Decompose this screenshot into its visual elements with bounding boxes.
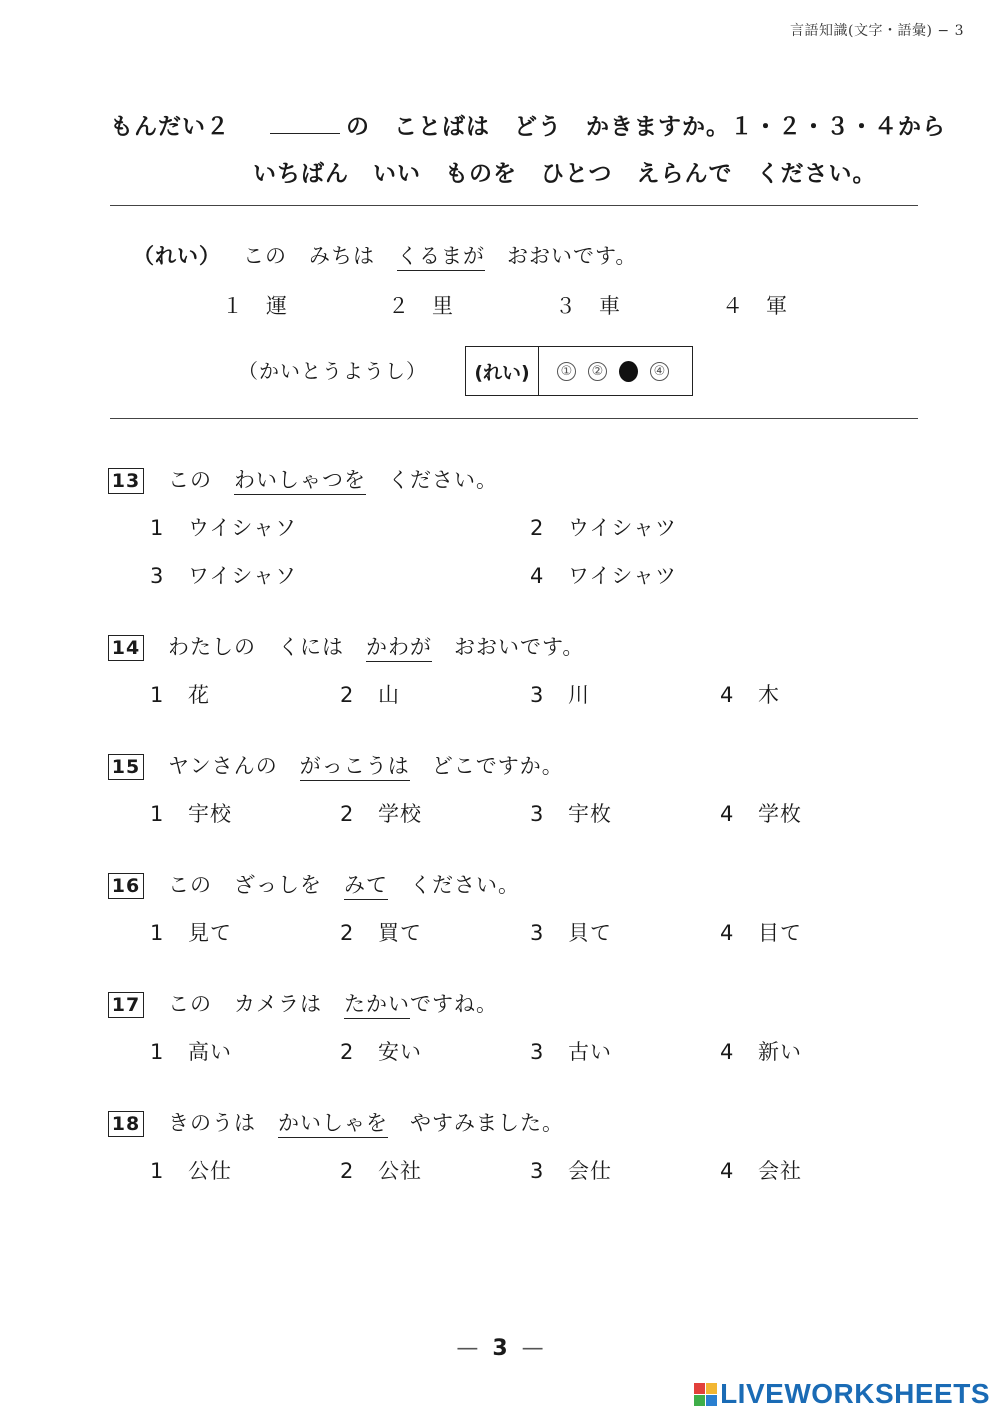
question-14 [108,631,584,661]
q17-option-4[interactable]: 4 新い [720,1040,802,1064]
question-number: 15 [108,754,144,780]
logo-icon [694,1383,717,1406]
example-pre: この みちは [243,244,397,268]
q13-option-3[interactable]: 3 ワイシャソ [150,564,297,588]
blank-line [270,113,340,134]
question-number: 16 [108,873,144,899]
q15-option-3[interactable]: 3 宇枚 [530,802,612,826]
question-number: 13 [108,468,144,494]
q14-option-2[interactable]: 2 山 [340,683,400,707]
answer-box-label: (れい) [466,347,539,395]
example-option-4: ４ 軍 [722,294,788,318]
question-13 [108,464,498,494]
example-option-2: ２ 里 [388,294,454,318]
instruction-text-1: の ことばは どう かきますか。１・２・３・４から [346,114,947,140]
q17-option-3[interactable]: 3 古い [530,1040,612,1064]
question-15 [108,750,564,780]
answer-sheet-box [465,346,693,396]
mondai-label: もんだい２ [110,114,230,140]
q18-option-2[interactable]: 2 公社 [340,1159,422,1183]
page-header: 言語知識(文字・語彙) − 3 [790,23,964,39]
question-text-pre: ヤンさんの [168,754,300,778]
question-text-pre: この [168,468,234,492]
q17-option-2[interactable]: 2 安い [340,1040,422,1064]
q14-option-1[interactable]: 1 花 [150,683,210,707]
answer-marks [539,361,692,382]
q17-option-1[interactable]: 1 高い [150,1040,232,1064]
question-text-post: おおいです。 [432,635,585,659]
question-underlined: わいしゃつを [234,468,366,495]
q13-option-2[interactable]: 2 ウイシャツ [530,516,677,540]
question-underlined: みて [344,873,388,900]
question-text-post: どこですか。 [409,754,564,778]
divider-bottom [110,418,918,419]
example-post: おおいです。 [485,244,638,268]
q18-option-3[interactable]: 3 会仕 [530,1159,612,1183]
q14-option-4[interactable]: 4 木 [720,683,780,707]
divider-top [110,205,918,206]
question-text-pre: わたしの くには [168,635,366,659]
question-underlined: がっこうは [300,754,410,781]
q16-option-2[interactable]: 2 買て [340,921,422,945]
question-number: 14 [108,635,144,661]
q15-option-2[interactable]: 2 学校 [340,802,422,826]
example-label: （れい） [133,244,221,268]
question-text-post: ください。 [366,468,498,492]
mark-4: ④ [650,362,669,381]
mark-2: ② [588,362,607,381]
liveworksheets-logo [694,1378,990,1410]
question-text-pre: この ざっしを [168,873,344,897]
question-text-post: やすみました。 [388,1111,564,1135]
instruction-line-1 [110,108,946,141]
question-text-post: ください。 [388,873,520,897]
question-number: 18 [108,1111,144,1137]
q13-option-1[interactable]: 1 ウイシャソ [150,516,297,540]
q18-option-1[interactable]: 1 公仕 [150,1159,232,1183]
instruction-line-2: いちばん いい ものを ひとつ えらんで ください。 [253,161,877,187]
question-text-pre: きのうは [168,1111,278,1135]
question-16 [108,869,520,899]
q16-option-1[interactable]: 1 見て [150,921,232,945]
q14-option-3[interactable]: 3 川 [530,683,590,707]
question-17 [108,988,498,1018]
mark-1: ① [557,362,576,381]
q16-option-4[interactable]: 4 目て [720,921,802,945]
example-option-3: ３ 車 [555,294,621,318]
question-18 [108,1107,564,1137]
example-option-1: １ 運 [222,294,288,318]
q15-option-4[interactable]: 4 学枚 [720,802,802,826]
answer-sheet-label: （かいとうようし） [238,359,427,383]
q18-option-4[interactable]: 4 会社 [720,1159,802,1183]
question-underlined: かわが [366,635,432,662]
page-number-value: 3 [492,1336,508,1361]
example-underlined: くるまが [397,244,485,271]
example-sentence [133,240,637,270]
question-text-pre: この カメラは [168,992,344,1016]
page-number: — 3 — [456,1336,544,1361]
question-number: 17 [108,992,144,1018]
q15-option-1[interactable]: 1 宇校 [150,802,232,826]
question-underlined: たかい [344,992,410,1019]
mark-filled [619,361,638,382]
question-text-post: ですね。 [410,992,498,1016]
logo-text: LIVEWORKSHEETS [720,1378,990,1409]
question-underlined: かいしゃを [278,1111,388,1138]
q16-option-3[interactable]: 3 貝て [530,921,612,945]
q13-option-4[interactable]: 4 ワイシャツ [530,564,677,588]
